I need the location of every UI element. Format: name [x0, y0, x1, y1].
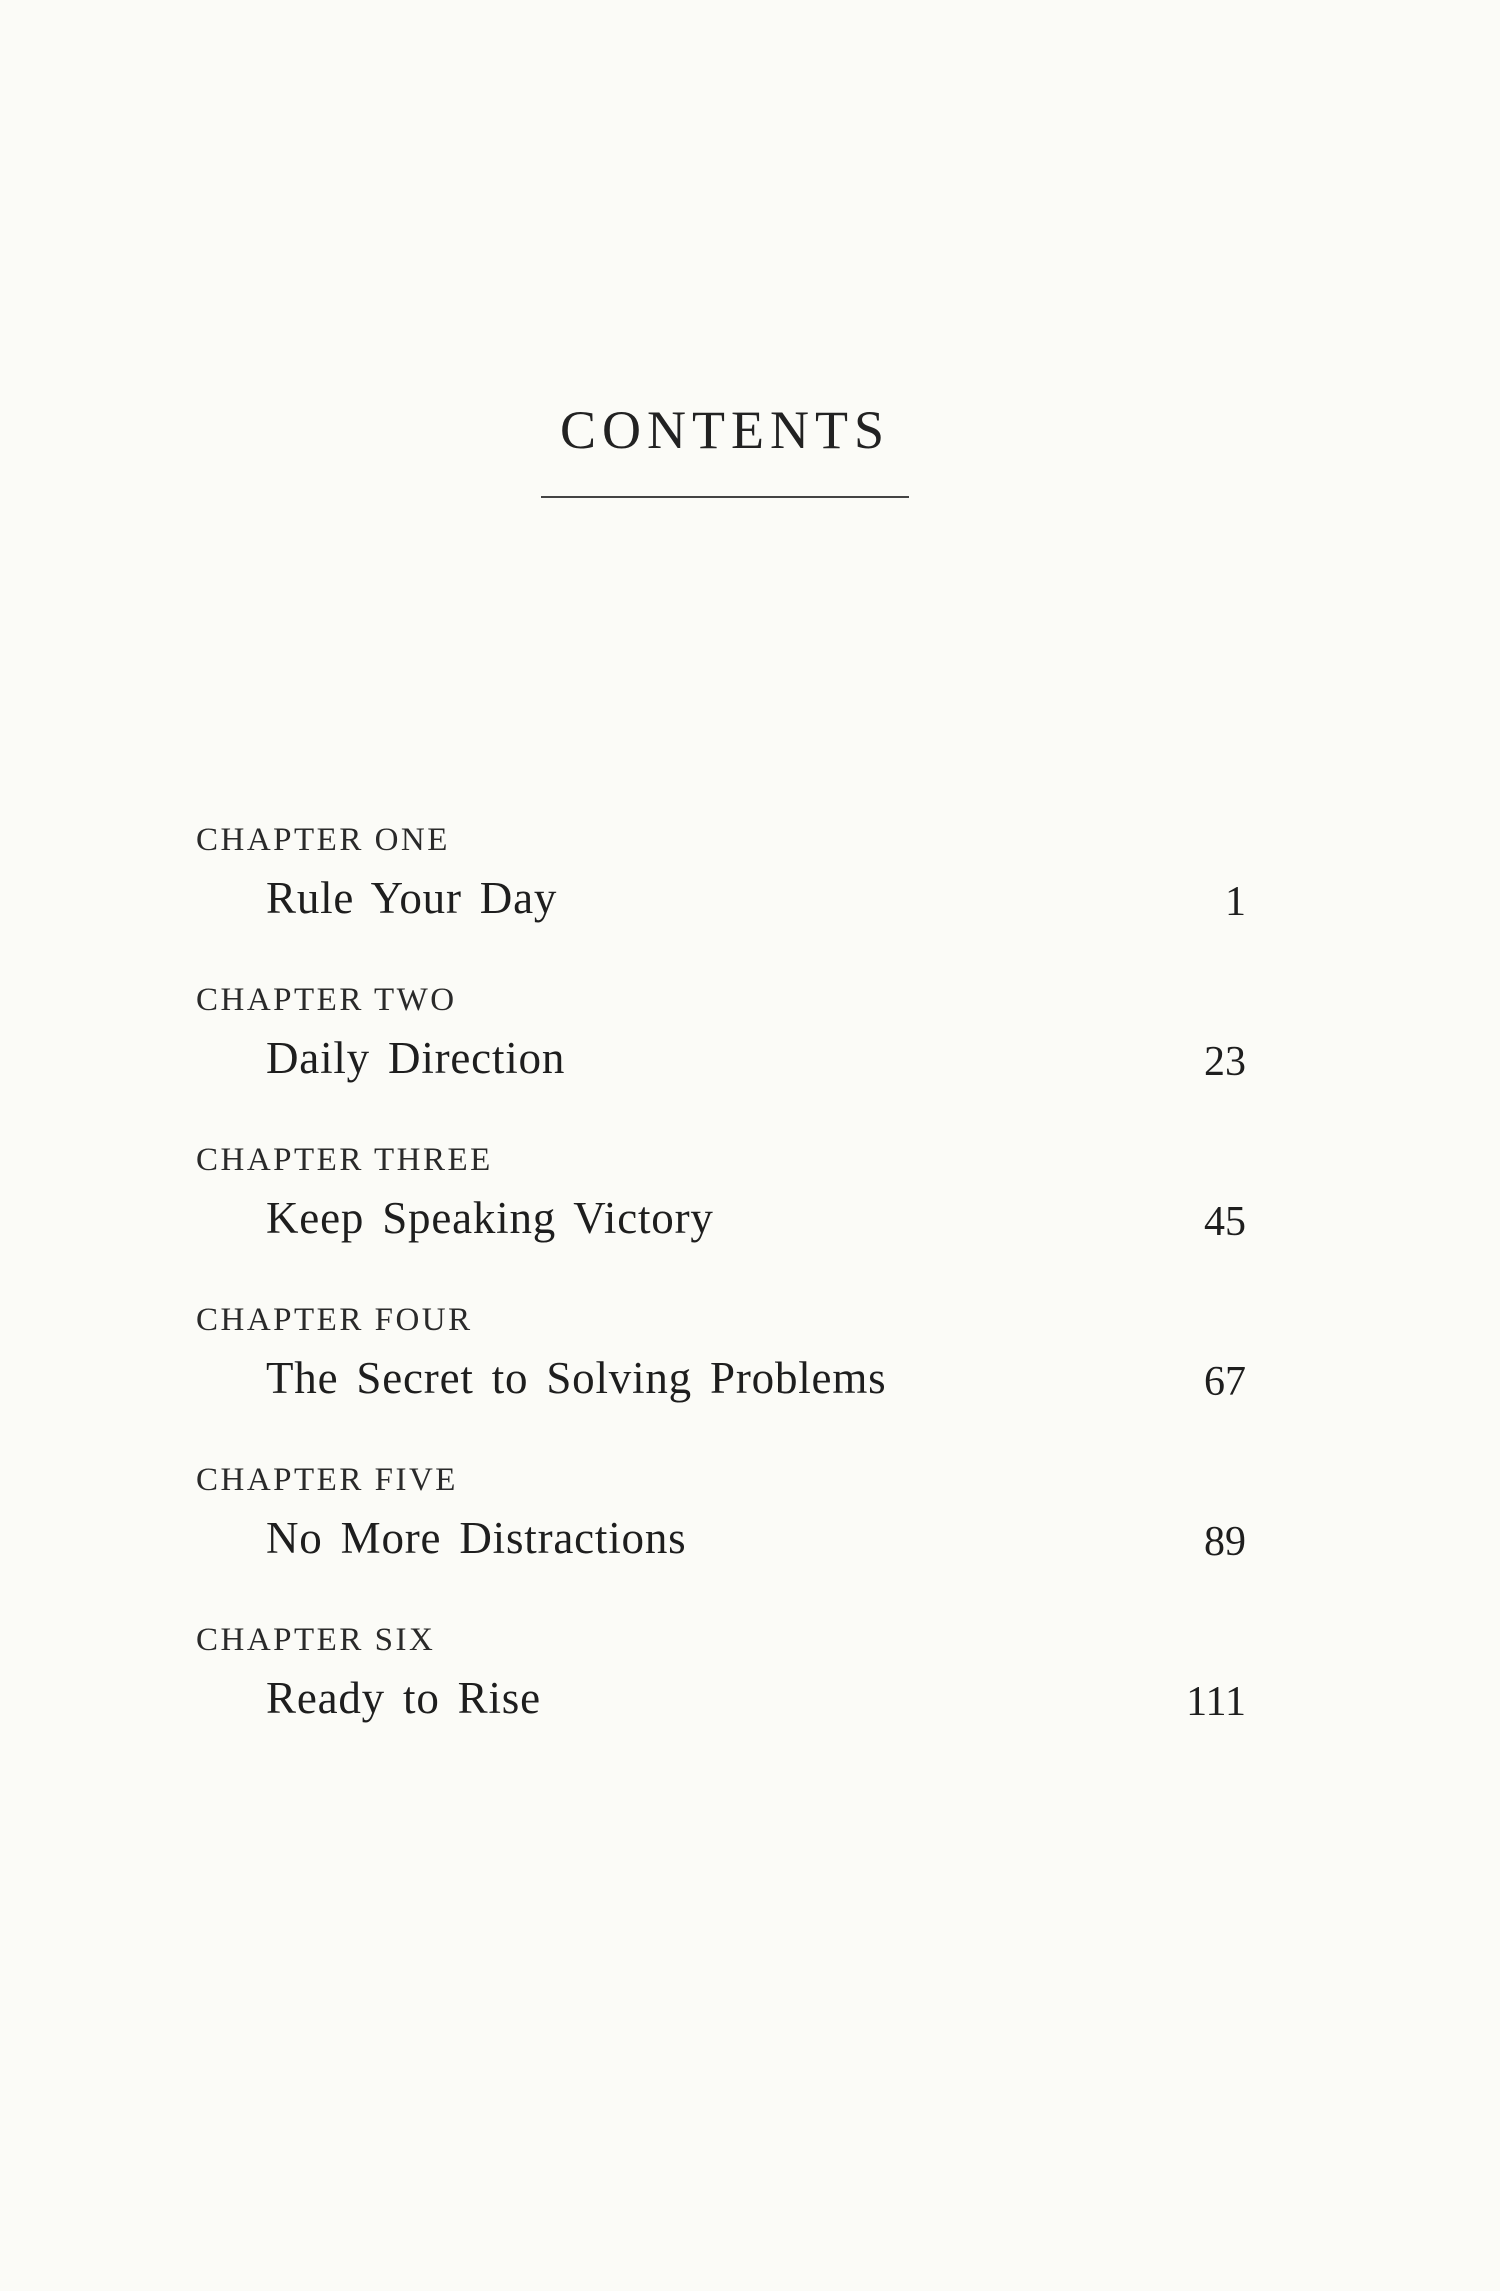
chapter-title[interactable]: Daily Direction	[266, 1033, 566, 1083]
toc-entry-5[interactable]	[196, 1460, 1246, 1620]
page-number: 67	[1204, 1359, 1246, 1405]
toc-entry-3[interactable]	[196, 1140, 1246, 1300]
chapter-title[interactable]: Ready to Rise	[266, 1673, 541, 1723]
heading-rule	[541, 496, 909, 498]
page-number: 111	[1186, 1679, 1246, 1725]
toc-entry-4[interactable]	[196, 1300, 1246, 1460]
table-of-contents	[196, 820, 1246, 1780]
toc-entry-6[interactable]	[196, 1620, 1246, 1780]
chapter-title[interactable]: Rule Your Day	[266, 873, 558, 923]
page-number: 45	[1204, 1199, 1246, 1245]
toc-entry-2[interactable]	[196, 980, 1246, 1140]
page-number: 23	[1204, 1039, 1246, 1085]
chapter-label: CHAPTER TWO	[196, 982, 457, 1018]
chapter-label: CHAPTER ONE	[196, 822, 450, 858]
contents-heading: CONTENTS	[560, 400, 890, 460]
chapter-label: CHAPTER THREE	[196, 1142, 493, 1178]
chapter-label: CHAPTER FOUR	[196, 1302, 473, 1338]
page-number: 89	[1204, 1519, 1246, 1565]
chapter-label: CHAPTER SIX	[196, 1622, 436, 1658]
chapter-label: CHAPTER FIVE	[196, 1462, 458, 1498]
chapter-title[interactable]: Keep Speaking Victory	[266, 1193, 714, 1243]
chapter-title[interactable]: No More Distractions	[266, 1513, 687, 1563]
chapter-title[interactable]: The Secret to Solving Problems	[266, 1353, 887, 1403]
page-number: 1	[1225, 879, 1246, 925]
toc-entry-1[interactable]	[196, 820, 1246, 980]
